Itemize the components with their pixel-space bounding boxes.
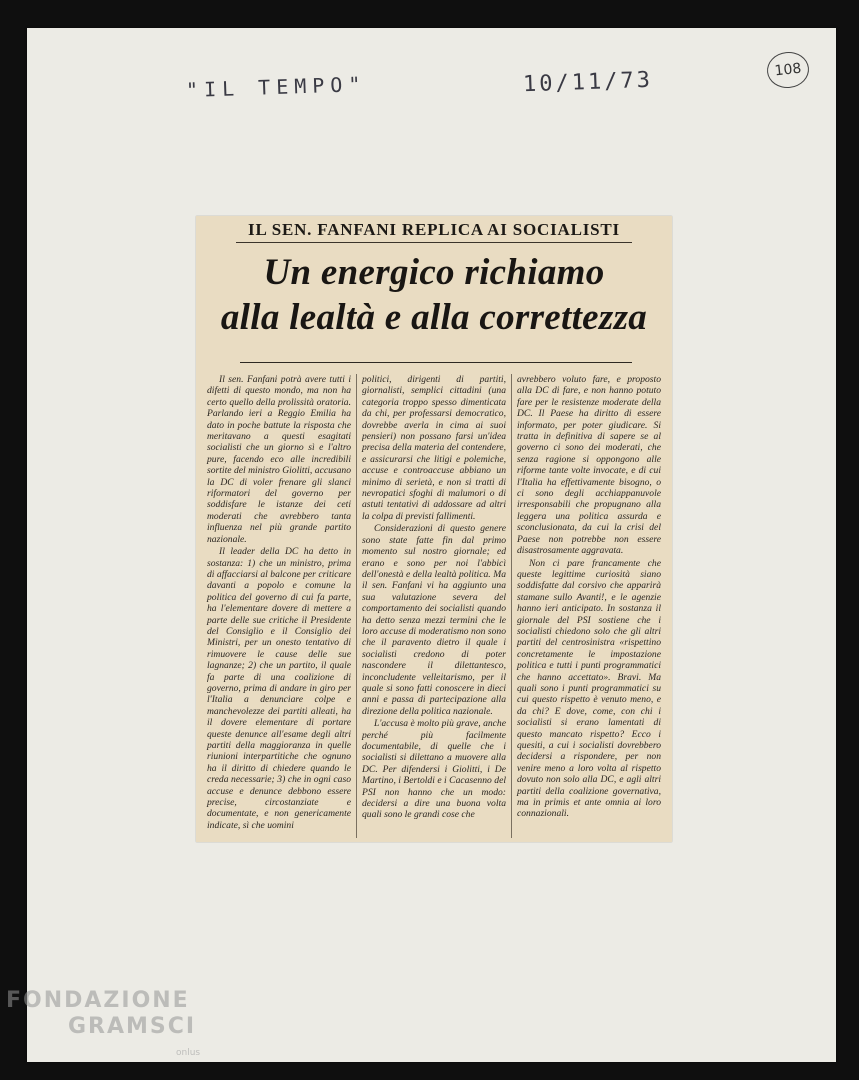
handwritten-date-note: 10/11/73 <box>522 67 654 98</box>
handwritten-source-note: "IL TEMPO" <box>185 71 367 103</box>
paragraph: politici, dirigenti di partiti, giornalisti, semplici cittadini (una categoria troppo spesso dimenticata da chi, per professarsi democratico, dovrebbe averla in cima ai suoi pensieri) non possano farsi un'idea precisa della materia del contendere, e assicurarsi che litigi e polemiche, accuse e controaccuse abbiano un minimo di serietà, e non si tratti di nevropatici sfoghi di malumori o di astuti tentativi di addossare ad altri la colpa di previsti fallimenti. <box>362 374 506 522</box>
fondazione-gramsci-watermark <box>6 988 196 1040</box>
paragraph: L'accusa è molto più grave, anche perché più facilmente documentabile, di quelle che i socialisti si dilettano a muovere alla DC. Per difendersi i Giolitti, i De Martino, i Bertoldi e i Cacasenno del PSI non hanno che un modo: decidersi a dire una buona volta quali sono le grandi cose che <box>362 718 506 821</box>
paragraph: Il sen. Fanfani potrà avere tutti i difetti di questo mondo, ma non ha certo quello della prolissità oratoria. Parlando ieri a Reggio Emilia ha dato in poche battute la risposta che meritavano a questi esagitati socialisti che un giorno sì e l'altro pure, facendo eco alle incredibili sortite del ministro Giolitti, accusano la DC di voler frenare gli slanci riformatori del governo per soddisfare le istanze dei ceti moderati che avrebbero tanta influenza nel più grande partito nazionale. <box>207 374 351 545</box>
paragraph: Il leader della DC ha detto in sostanza: 1) che un ministro, prima di affacciarsi al balcone per criticare davanti a popolo e comune la politica del governo di cui fa parte, ha l'elementare dovere di mettere a parte delle sue critiche il Presidente del Consiglio e il Consiglio dei Ministri, per un onesto tentativo di rimuovere le cause delle sue lagnanze; 2) che un partito, il quale fa parte di una coalizione di governo, prima di andare in giro per l'Italia a denunciare colpe e manchevolezze dei partiti alleati, ha il dovere elementare di portare queste denunce all'esame degli altri partiti della maggioranza in quelle riunioni interpartitiche che ognuno ha il diritto di chiedere quando le creda necessarie; 3) che in ogni caso accuse e denunce debbono essere precise, circostanziate e documentate, e non genericamente indicate, sì che uomini <box>207 546 351 831</box>
article-column-1 <box>202 374 356 838</box>
paragraph: Non ci pare francamente che queste legittime curiosità siano soddisfatte dal corsivo che apparirà stamane sullo Avanti!, e le agenzie hanno ieri anticipato. In sostanza il giornale del PSI sostiene che i socialisti chiedono solo che gli altri partiti del centrosinistra «rispettino concretamente le impostazione politica e tutti i punti programmatici che hanno accettato». Bravi. Ma quali sono i punti programmatici su cui questo rispetto è venuto meno, e da chi? E dove, come, con chi i socialisti si erano lamentati di questo mancato rispetto? Ecco i quesiti, a cui i socialisti dovrebbero decidersi a rispondere, per non venire meno a loro volta al rispetto dovuto non solo alla DC, e agli altri partiti della coalizione governativa, ma in primis et ante omnia ai loro connazionali. <box>517 557 661 820</box>
headline-line-2: alla lealtà e alla correttezza <box>220 297 648 338</box>
article-headline <box>196 250 672 340</box>
kicker-rule <box>236 242 632 243</box>
article-column-3 <box>511 374 666 838</box>
watermark-sub: onlus <box>176 1048 201 1058</box>
article-body <box>202 374 666 838</box>
folio-number: 108 <box>765 50 811 90</box>
paragraph: Considerazioni di questo genere sono state fatte fin dal primo momento sul nostro giornale; ed erano e sono per noi l'abbicì dell'onestà e della lealtà politica. Ma il sen. Fanfani vi ha aggiunto una sua valutazione severa del comportamento dei socialisti quando ha detto senza mezzi termini che le loro accuse di moderatismo non sono che il paravento dietro il quale i socialisti credono di poter nascondere il dilettantesco, inconcludente velleitarismo, per il quale si sono fatti conoscere in dieci anni e passa di partecipazione alla direzione della politica nazionale. <box>362 523 506 717</box>
article-column-2 <box>356 374 511 838</box>
paragraph: avrebbero voluto fare, e proposto alla DC di fare, e non hanno potuto fare per le resistenze moderate della DC. Il Paese ha diritto di essere informato, per poter giudicare. Si tratta in definitiva di sapere se al governo ci sono dei moderati, che senza ragione si oppongono alle riforme tante volte invocate, e di cui l'Italia ha effettivamente bisogno, o ci sono degli acchiappanuvole irresponsabili che propugnano alla leggera una politica assurda e sconclusionata, da cui la crisi del Paese non potrebbe non essere disastrosamente aggravata. <box>517 374 661 557</box>
newspaper-clipping <box>196 216 672 842</box>
watermark-line-2: GRAMSCI <box>68 1014 197 1039</box>
headline-rule <box>240 362 632 363</box>
headline-line-1: Un energico richiamo <box>263 252 605 293</box>
watermark-line-1: FONDAZIONE <box>6 988 190 1013</box>
article-kicker: IL SEN. FANFANI REPLICA AI SOCIALISTI <box>248 220 620 239</box>
